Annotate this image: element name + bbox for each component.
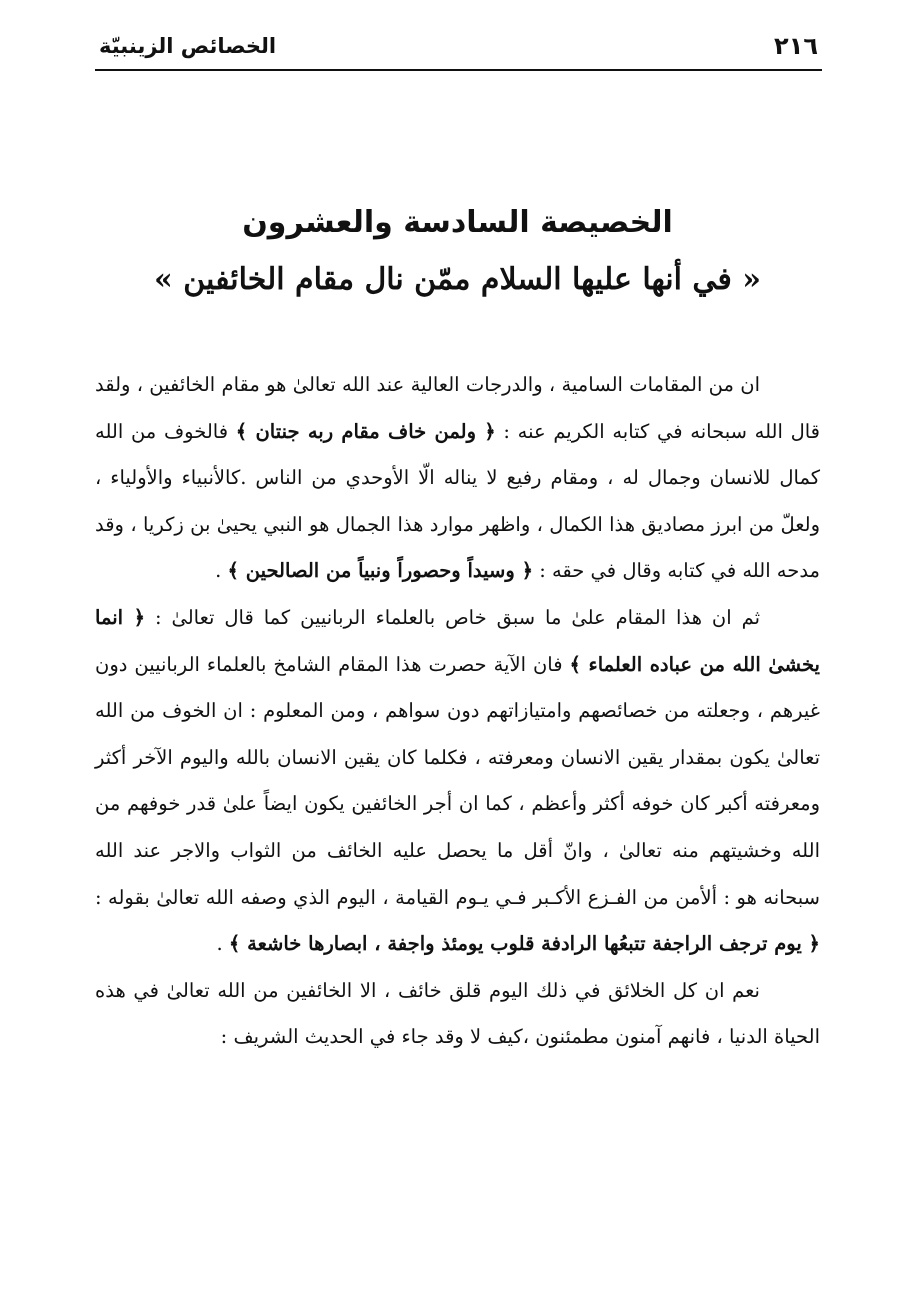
header-divider [95,69,822,71]
paragraph-3-text-1: نعم ان كل الخلائق في ذلك اليوم قلق خائف ، الا الخائفين من الله تعالىٰ في هذه الحياة الدنيا ، فانهم آمنون مطمئنون ،كيف لا وقد جاء في الحديث الشريف : [95,978,820,1049]
paragraph-1-text-1: ان من المقامات السامية ، والدرجات العالية عند الله تعالىٰ هو مقام الخائفين ، ولقد قال الله سبحانه في كتابه الكريم عنه : [95,373,821,443]
paragraph-2 [95,595,820,968]
paragraph-3 [95,968,820,1061]
quran-verse-3: ﴿ انما يخشىٰ الله من عباده العلماء ﴾ [95,605,820,676]
chapter-subtitle: « في أنها عليها السلام ممّن نال مقام الخائفين » [154,262,761,297]
page-number: ٢١٦ [774,32,818,60]
paragraph-2-text-1: ثم ان هذا المقام علىٰ ما سبق خاص بالعلماء الربانيين كما قال تعالىٰ : [145,605,760,629]
running-title: الخصائص الزينبيّة [99,34,277,58]
quran-verse-4: ﴿ يوم ترجف الراجفة تتبعُها الرادفة قلوب يومئذ واجفة ، ابصارها خاشعة ﴾ [228,932,820,956]
paragraph-1-text-2: فالخوف من الله كمال للانسان وجمال له ، ومقام رفيع لا يناله الّا الأوحدي من الناس .كالأنبياء والأولياء ، ولعلّ من ابرز مصاديق هذا الكمال ، واظهر موارد هذا الجمال هو النبي يحيىٰ بن زكريا ، وقد مدحه الله في كتابه وقال في حقه : [95,419,820,583]
body-text [95,362,820,1061]
paragraph-2-text-2: فان الآية حصرت هذا المقام الشامخ بالعلماء الربانيين دون غيرهم ، وجعلته من خصائصهم وامتيازاتهم دون سواهم ، ومن المعلوم : ان الخوف من الله تعالىٰ يكون بمقدار يقين الانسان ومعرفته ، فكلما كان يقين الانسان بالله واليوم الآخر أكثر ومعرفته أكبر كان خوفه أكثر وأعظم ، كما ان أجر الخائفين يكون ايضاً علىٰ قدر خوفهم من الله وخشيتهم منه تعالىٰ ، وانّ أقل ما يحصل عليه الخائف من الثواب والاجر عند الله سبحانه هو : ألأمن من الفـزع الأكـبر فـي يـوم القيامة ، اليوم الذي وصفه الله تعالىٰ بقوله : [95,652,820,909]
paragraph-1 [95,362,820,595]
quran-verse-2: ﴿ وسيداً وحصوراً ونبياً من الصالحين ﴾ [227,559,534,583]
page-header [95,30,820,70]
chapter-title: الخصيصة السادسة والعشرون [242,205,673,240]
paragraph-2-text-3: . [216,932,229,956]
quran-verse-1: ﴿ ولمن خاف مقام ربه جنتان ﴾ [235,419,496,443]
paragraph-1-text-3: . [215,559,228,583]
